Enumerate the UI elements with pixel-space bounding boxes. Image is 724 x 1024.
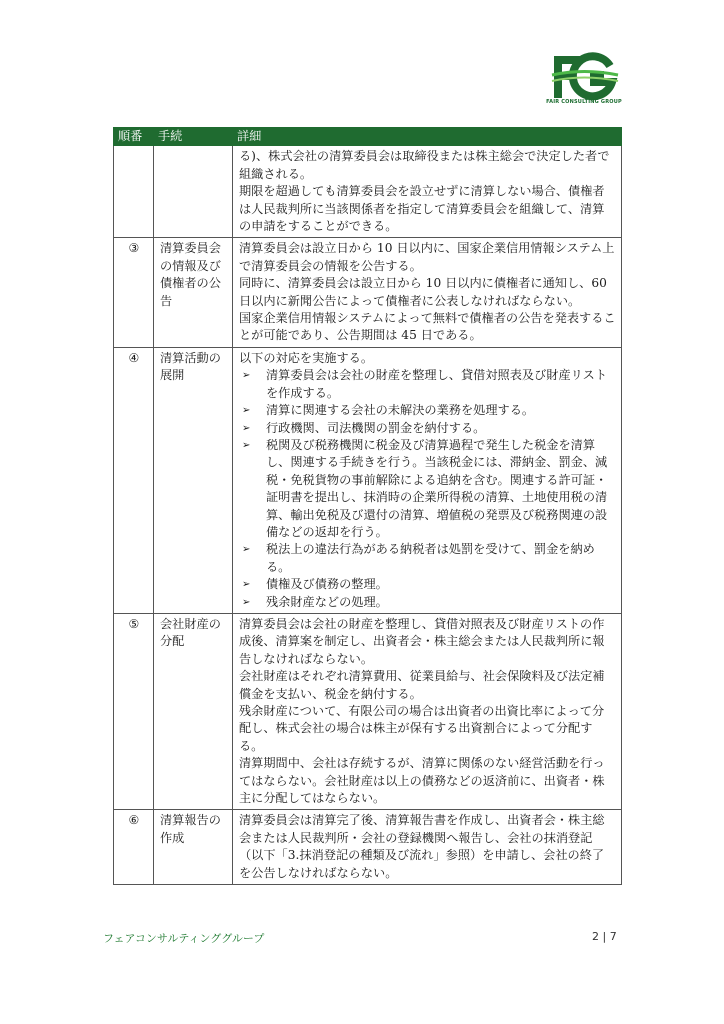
arrow-bullet-icon: ➢ [242, 422, 251, 434]
detail-paragraph: 清算委員会は会社の財産を整理し、貸借対照表及び財産リストの作成後、清算案を制定し、出資者会・株主総会または人民裁判所に報告しなければならない。 [239, 616, 605, 666]
bullet-text: 残余財産などの処理。 [266, 594, 388, 609]
detail-paragraph: 同時に、清算委員会は設立日から 10 日以内に債権者に通知し、60 日以内に新聞公告によって債権者に公表しなければならない。 [239, 276, 607, 308]
list-item [239, 367, 616, 402]
row-number: ③ [114, 238, 154, 347]
row-details [233, 347, 622, 613]
bullet-text: 清算委員会は会社の財産を整理し、貸借対照表及び財産リストを作成する。 [266, 368, 608, 400]
row-number: ⑥ [114, 810, 154, 885]
page-number: 2 | 7 [592, 930, 617, 943]
logo-caption: FAIR CONSULTING GROUP [546, 99, 622, 105]
row-number: ④ [114, 347, 154, 613]
table-row [114, 347, 622, 613]
row-details [233, 238, 622, 347]
arrow-bullet-icon: ➢ [242, 439, 251, 451]
row-procedure: 清算委員会の情報及び債権者の公告 [154, 238, 233, 347]
table-row [114, 613, 622, 809]
detail-paragraph: 会社財産はそれぞれ清算費用、従業員給与、社会保険料及び法定補償金を支払い、税金を納付する。 [239, 669, 605, 701]
footer-company-name: フェアコンサルティンググループ [103, 932, 265, 945]
arrow-bullet-icon: ➢ [242, 544, 251, 556]
procedure-table [113, 127, 622, 885]
detail-paragraph: 清算委員会は清算完了後、清算報告書を作成し、出資者会・株主総会または人民裁判所・会社の登録機関へ報告し、会社の抹消登記（以下「3.抹消登記の種類及び流れ」参照）を申請し、会社の終了を公告しなければならない。 [239, 813, 605, 880]
list-item [239, 576, 616, 593]
arrow-bullet-icon: ➢ [242, 579, 251, 591]
row-procedure: 清算報告の作成 [154, 810, 233, 885]
row-number [114, 146, 154, 238]
row-details [233, 810, 622, 885]
row-procedure: 清算活動の展開 [154, 347, 233, 613]
row-number: ⑤ [114, 613, 154, 809]
header-procedure: 手続 [154, 128, 233, 146]
list-item [239, 402, 616, 419]
detail-paragraph: 清算期間中、会社は存続するが、清算に関係のない経営活動を行ってはならない。会社財産は以上の債務などの返済前に、出資者・株主に分配してはならない。 [239, 756, 605, 806]
table-row [114, 238, 622, 347]
arrow-bullet-icon: ➢ [242, 370, 251, 382]
header-order: 順番 [114, 128, 154, 146]
table-row [114, 146, 622, 238]
bullet-text: 行政機関、司法機関の罰金を納付する。 [266, 420, 486, 435]
list-item [239, 541, 616, 576]
detail-paragraph: 国家企業信用情報システムによって無料で債権者の公告を発表することが可能であり、公告期間は 45 日である。 [239, 311, 616, 343]
bullet-text: 税関及び税務機関に税金及び清算過程で発生した税金を清算し、関連する手続きを行う。当該税金には、滞納金、罰金、減税・免税貨物の事前解除による追納を含む。関連する許可証・証明書を提出し、抹消時の企業所得税の清算、土地使用税の清算、輸出免税及び還付の清算、増値税の発票及び税務関連の設備などの返却を行う。 [266, 437, 608, 539]
detail-bullet-list [239, 367, 616, 611]
row-procedure: 会社財産の分配 [154, 613, 233, 809]
detail-paragraph: 期限を超過しても清算委員会を設立せずに清算しない場合、債権者は人民裁判所に当該関係者を指定して清算委員会を組織して、清算の申請をすることができる。 [239, 184, 605, 234]
arrow-bullet-icon: ➢ [242, 405, 251, 417]
bullet-text: 清算に関連する会社の未解決の業務を処理する。 [266, 403, 535, 418]
row-details [233, 146, 622, 238]
list-item [239, 437, 616, 541]
detail-paragraph: 清算委員会は設立日から 10 日以内に、国家企業信用情報システム上で清算委員会の情報を公告する。 [239, 241, 615, 273]
bullet-text: 債権及び債務の整理。 [266, 577, 388, 592]
row-details [233, 613, 622, 809]
table-row [114, 810, 622, 885]
detail-paragraph: 残余財産について、有限公司の場合は出資者の出資比率によって分配し、株式会社の場合は株主が保有する出資割合によって分配する。 [239, 704, 605, 753]
table-header-row [114, 128, 622, 146]
arrow-bullet-icon: ➢ [242, 596, 251, 608]
detail-paragraph: 以下の対応を実施する。 [239, 350, 374, 365]
company-logo [548, 48, 620, 104]
header-details: 詳細 [233, 128, 622, 146]
bullet-text: 税法上の違法行為がある納税者は処罰を受けて、罰金を納める。 [266, 542, 595, 574]
detail-paragraph: る)、株式会社の清算委員会は取締役または株主総会で決定した者で組織される。 [239, 149, 610, 181]
list-item [239, 594, 616, 611]
table-body [114, 146, 622, 885]
row-procedure [154, 146, 233, 238]
list-item [239, 420, 616, 437]
